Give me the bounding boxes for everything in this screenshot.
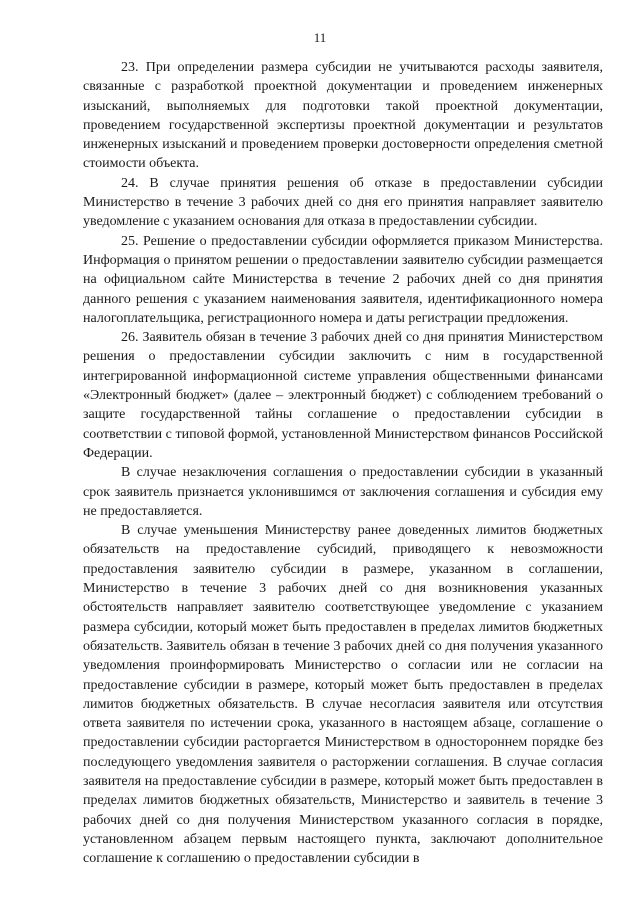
paragraph-25: 25. Решение о предоставлении субсидии оформляется приказом Министерства. Информация о принятом решении о предоставлении заявителю субсидии размещается на официальном сайте Министерства в течение 2 рабочих дней со дня принятия данного решения с указанием наименования заявителя, идентификационного номера налогоплательщика, регистрационного номера и даты регистрации предложения. <box>83 233 603 326</box>
paragraph-26-limits-reduction: В случае уменьшения Министерству ранее доведенных лимитов бюджетных обязательств на предоставление субсидий, приводящего к невозможности предоставления заявителю субсидии в размере, указанном в соглашении, Министерство в течение 3 рабочих дней со дня возникновения указанных обстоятельств направляет заявителю соответствующее уведомление с указанием размера субсидии, который может быть предоставлен в пределах лимитов бюджетных обязательств. Заявитель обязан в течение 3 рабочих дней со дня получения указанного уведомления проинформировать Министерство о согласии или не согласии на предоставление субсидии в размере, который может быть предоставлен в пределах лимитов бюджетных обязательств. В случае несогласия заявителя или отсутствия ответа заявителя по истечении срока, указанного в настоящем абзаце, соглашение о предоставлении субсидии расторгается Министерством в одностороннем порядке без последующего уведомления заявителя о расторжении соглашения. В случае согласия заявителя на предоставление субсидии в размере, который может быть предоставлен в пределах лимитов бюджетных обязательств, Министерство и заявитель в течение 3 рабочих дней со дня получения Министерством указанного согласия в порядке, установленном абзацем первым настоящего пункта, заключают дополнительное соглашение к соглашению о предоставлении субсидии в <box>83 523 603 867</box>
document-body <box>83 58 603 868</box>
paragraph-26-non-conclusion: В случае незаключения соглашения о предоставлении субсидии в указанный срок заявитель признается уклонившимся от заключения соглашения и субсидия ему не предоставляется. <box>83 465 603 519</box>
page-number: 11 <box>313 30 327 45</box>
paragraph-23: 23. При определении размера субсидии не учитываются расходы заявителя, связанные с разработкой проектной документации и проведением инженерных изысканий, выполняемых для подготовки такой проектной документации, проведением государственной экспертизы проектной документации и результатов инженерных изысканий и проведением проверки достоверности определения сметной стоимости объекта. <box>83 60 603 172</box>
paragraph-24: 24. В случае принятия решения об отказе в предоставлении субсидии Министерство в течение 3 рабочих дней со дня его принятия направляет заявителю уведомление с указанием основания для отказа в предоставлении субсидии. <box>83 175 603 230</box>
paragraph-26: 26. Заявитель обязан в течение 3 рабочих дней со дня принятия Министерством решения о предоставлении субсидии заключить с ним в государственной интегрированной информационной системе управления общественными финансами «Электронный бюджет» (далее – электронный бюджет) с соблюдением требований о защите государственной тайны соглашение о предоставлении субсидии в соответствии с типовой формой, установленной Министерством финансов Российской Федерации. <box>83 330 603 461</box>
